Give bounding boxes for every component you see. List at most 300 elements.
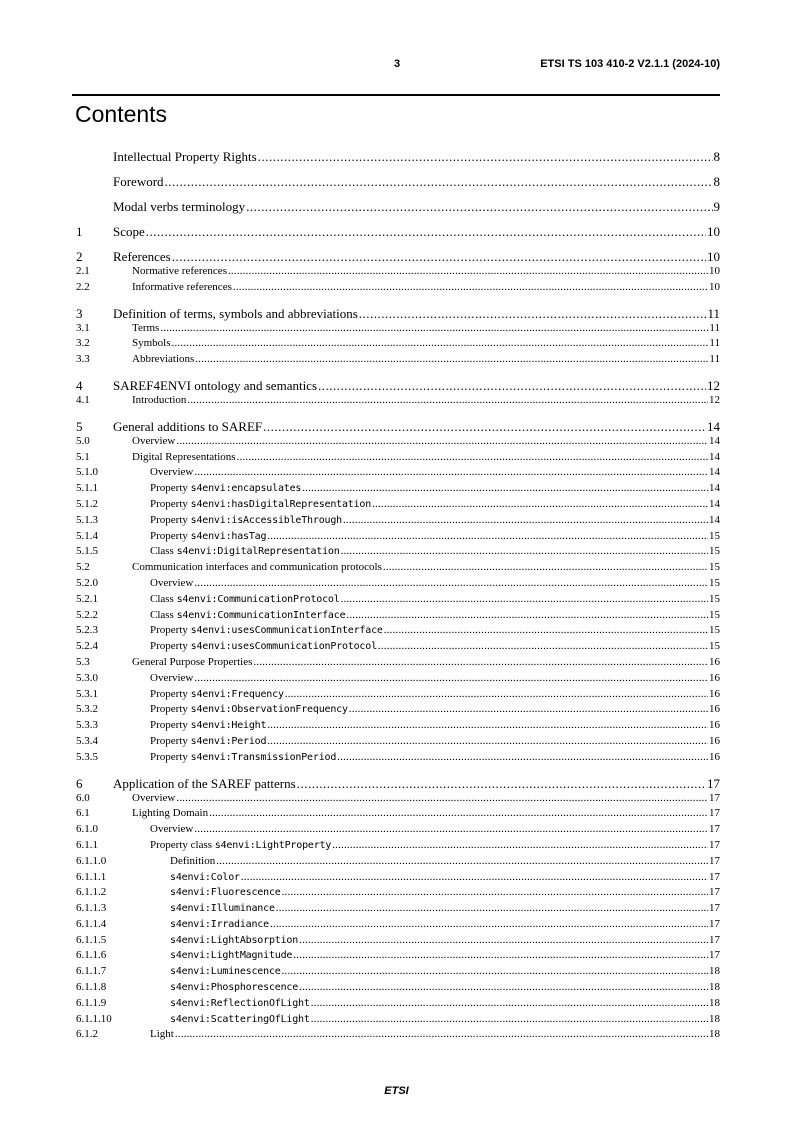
toc-entry-page: 17	[709, 807, 720, 820]
toc-entry[interactable]	[76, 839, 720, 855]
toc-entry-title-prefix: Property	[150, 750, 191, 763]
toc-entry-title: Symbols	[132, 337, 171, 350]
toc-entry-number: 5.2.0	[76, 576, 98, 589]
toc-entry-title	[170, 949, 292, 961]
toc-entry-number: 5.3.0	[76, 671, 98, 684]
toc-entry[interactable]	[76, 140, 720, 165]
toc-entry[interactable]	[76, 353, 720, 369]
toc-entry-title: Overview	[150, 671, 194, 684]
toc-entry[interactable]	[76, 593, 720, 609]
toc-entry-title: Digital Representations	[132, 450, 236, 463]
toc-dot-leader	[172, 337, 709, 349]
toc-entry[interactable]	[76, 394, 720, 410]
toc-entry-page: 16	[709, 734, 720, 747]
toc-entry-code: s4envi:Luminescence	[170, 966, 281, 978]
toc-entry[interactable]	[76, 561, 720, 577]
toc-dot-leader	[194, 466, 708, 478]
toc-entry-page: 11	[707, 305, 720, 321]
toc-entry[interactable]	[76, 918, 720, 934]
toc-entry-title: Overview	[132, 791, 176, 804]
toc-entry-number: 5.2.4	[76, 640, 98, 653]
toc-entry-page: 17	[709, 823, 720, 836]
toc-entry-title	[150, 688, 284, 700]
toc-entry-page: 10	[707, 249, 720, 264]
toc-entry[interactable]	[76, 886, 720, 902]
toc-entry-page: 18	[709, 965, 720, 978]
toc-entry-number: 6.0	[76, 791, 90, 804]
toc-entry-title: Foreword	[113, 174, 164, 189]
toc-dot-leader	[299, 934, 708, 946]
toc-entry-page: 16	[709, 703, 720, 716]
toc-entry[interactable]	[76, 823, 720, 839]
toc-entry-title	[150, 545, 340, 557]
toc-entry-number: 6.1	[76, 807, 90, 820]
toc-entry[interactable]	[76, 640, 720, 656]
contents-title: Contents	[75, 101, 168, 127]
toc-entry-title: Scope	[113, 224, 145, 239]
toc-entry-number: 3.1	[76, 321, 90, 334]
toc-dot-leader	[253, 656, 708, 668]
toc-entry[interactable]	[76, 767, 720, 792]
toc-entry-title	[150, 593, 340, 605]
toc-entry-number: 6.1.1.6	[76, 949, 107, 962]
toc-entry-page: 18	[709, 1012, 720, 1025]
toc-entry[interactable]	[76, 855, 720, 871]
toc-entry-code: s4envi:usesCommunicationInterface	[190, 625, 383, 637]
toc-entry-title-prefix: Property	[150, 640, 191, 653]
toc-entry-title: Communication interfaces and communication protocols	[132, 561, 382, 574]
toc-entry-code: s4envi:Color	[170, 871, 240, 883]
toc-entry[interactable]	[76, 997, 720, 1013]
toc-dot-leader	[299, 981, 708, 993]
toc-dot-leader	[233, 281, 708, 293]
toc-entry-page: 10	[709, 280, 720, 293]
toc-dot-leader	[349, 703, 708, 715]
toc-entry[interactable]	[76, 482, 720, 498]
toc-entry[interactable]	[76, 498, 720, 514]
toc-entry-page: 16	[709, 719, 720, 732]
toc-entry-title-prefix: Property class	[150, 838, 215, 851]
toc-entry-title	[150, 719, 266, 731]
toc-entry-page: 15	[709, 576, 720, 589]
toc-entry[interactable]	[76, 949, 720, 965]
toc-dot-leader	[372, 498, 708, 510]
toc-entry-number: 6.1.1.3	[76, 902, 107, 915]
toc-entry-number: 4.1	[76, 393, 90, 406]
toc-entry-title	[170, 934, 298, 946]
toc-entry-page: 14	[709, 482, 720, 495]
toc-entry-code: s4envi:usesCommunicationProtocol	[190, 641, 377, 653]
toc-entry-page: 10	[709, 265, 720, 277]
toc-entry-number: 5.3	[76, 655, 90, 668]
toc-entry-page: 15	[709, 608, 720, 621]
toc-dot-leader	[341, 545, 708, 557]
toc-entry-code: s4envi:LightProperty	[214, 839, 332, 851]
toc-entry[interactable]	[76, 735, 720, 751]
toc-dot-leader	[195, 353, 708, 365]
toc-entry[interactable]	[76, 545, 720, 561]
toc-entry-number: 2	[76, 249, 83, 264]
toc-entry-title	[170, 902, 275, 914]
toc-dot-leader	[341, 593, 708, 605]
toc-dot-leader	[237, 451, 708, 463]
toc-entry[interactable]	[76, 265, 720, 281]
toc-entry[interactable]	[76, 215, 720, 240]
toc-entry-title	[150, 514, 342, 526]
toc-entry-code: s4envi:LightAbsorption	[170, 934, 299, 946]
toc-entry-title	[150, 624, 383, 636]
toc-entry-number: 5.3.1	[76, 687, 98, 700]
toc-entry-title-prefix: Property	[150, 482, 191, 495]
toc-entry-page: 15	[709, 561, 720, 574]
toc-dot-leader	[258, 149, 713, 165]
toc-dot-leader	[172, 249, 706, 265]
toc-entry-number: 4	[76, 377, 83, 393]
toc-entry-title-prefix: Property	[150, 529, 191, 542]
toc-entry[interactable]	[76, 609, 720, 625]
toc-dot-leader	[384, 624, 708, 636]
toc-dot-leader	[228, 265, 708, 277]
toc-dot-leader	[187, 394, 708, 406]
toc-entry-number: 5.0	[76, 434, 90, 447]
toc-entry-number: 6.1.1.1	[76, 870, 107, 883]
toc-entry-code: s4envi:CommunicationInterface	[176, 609, 346, 621]
toc-dot-leader	[311, 997, 708, 1009]
toc-entry-number: 5.2.1	[76, 592, 98, 605]
toc-entry-title	[150, 751, 336, 763]
toc-entry-title: Overview	[150, 466, 194, 479]
toc-entry-title	[150, 640, 377, 652]
toc-entry-number: 6.1.1.0	[76, 854, 107, 867]
toc-entry-title	[150, 839, 331, 851]
header-rule	[72, 94, 720, 96]
toc-entry-number: 5.1.5	[76, 545, 98, 558]
toc-entry-page: 15	[709, 529, 720, 542]
toc-dot-leader	[346, 609, 708, 621]
toc-entry-page: 17	[709, 854, 720, 867]
toc-dot-leader	[282, 886, 708, 898]
toc-entry-number: 6.1.2	[76, 1028, 98, 1041]
toc-entry-code: s4envi:Irradiance	[170, 918, 269, 930]
toc-entry-number: 5.3.4	[76, 734, 98, 747]
toc-entry[interactable]	[76, 577, 720, 593]
toc-entry-title: Normative references	[132, 265, 227, 277]
toc-entry-number: 3.2	[76, 337, 90, 350]
toc-entry-title-prefix: Property	[150, 513, 191, 526]
toc-entry-title: Application of the SAREF patterns	[113, 775, 296, 791]
toc-entry-title: SAREF4ENVI ontology and semantics	[113, 377, 318, 393]
toc-entry-code: s4envi:ReflectionOfLight	[170, 997, 310, 1009]
toc-entry[interactable]	[76, 807, 720, 823]
toc-entry-page: 14	[709, 450, 720, 463]
toc-entry-title-prefix: Class	[150, 592, 177, 605]
toc-entry-number: 5.2	[76, 561, 90, 574]
toc-entry-number: 5.1.3	[76, 513, 98, 526]
toc-dot-leader	[267, 735, 708, 747]
toc-entry-number: 1	[76, 224, 83, 239]
toc-entry[interactable]	[76, 466, 720, 482]
toc-entry-number: 6.1.1.10	[76, 1012, 112, 1025]
toc-entry-number: 6.1.1.7	[76, 965, 107, 978]
toc-entry-title	[170, 871, 240, 883]
toc-entry-code: s4envi:ScatteringOfLight	[170, 1013, 310, 1025]
toc-entry-page: 15	[709, 545, 720, 558]
toc-entry-title: Modal verbs terminology	[113, 199, 246, 214]
toc-dot-leader	[267, 530, 708, 542]
toc-dot-leader	[194, 823, 708, 835]
toc-entry-title: Abbreviations	[132, 353, 195, 366]
toc-dot-leader	[241, 871, 708, 883]
toc-entry[interactable]	[76, 672, 720, 688]
toc-entry-number: 5.1	[76, 450, 90, 463]
toc-entry-title: Informative references	[132, 280, 232, 293]
toc-entry-page: 8	[713, 149, 720, 164]
toc-dot-leader	[194, 672, 708, 684]
toc-entry-page: 11	[709, 353, 720, 366]
toc-entry[interactable]	[76, 1013, 720, 1029]
page-number: 3	[394, 58, 401, 70]
toc-entry-number: 6.1.1.2	[76, 886, 107, 899]
toc-entry-number: 5.1.2	[76, 497, 98, 510]
toc-dot-leader	[332, 839, 708, 851]
toc-entry-number: 5.3.2	[76, 703, 98, 716]
document-id: ETSI TS 103 410-2 V2.1.1 (2024-10)	[540, 58, 720, 70]
toc-entry-code: s4envi:Phosphorescence	[170, 982, 299, 994]
toc-entry-page: 10	[707, 224, 720, 239]
toc-entry[interactable]	[76, 530, 720, 546]
toc-entry-number: 5.2.2	[76, 608, 98, 621]
toc-entry[interactable]	[76, 281, 720, 297]
toc-entry-number: 6.1.1.4	[76, 917, 107, 930]
toc-entry-page: 11	[709, 321, 720, 334]
toc-entry-page: 16	[709, 750, 720, 763]
toc-entry-title	[150, 482, 301, 494]
toc-entry-title: Lighting Domain	[132, 807, 209, 820]
toc-entry-number: 5.3.5	[76, 750, 98, 763]
toc-entry-page: 8	[713, 174, 720, 189]
toc-entry[interactable]	[76, 656, 720, 672]
toc-entry-title: General additions to SAREF	[113, 418, 263, 434]
toc-entry-page: 17	[709, 949, 720, 962]
toc-entry[interactable]	[76, 688, 720, 704]
toc-dot-leader	[194, 577, 708, 589]
toc-entry-code: s4envi:CommunicationProtocol	[176, 593, 340, 605]
toc-entry-code: s4envi:isAccessibleThrough	[190, 514, 342, 526]
toc-entry[interactable]	[76, 871, 720, 887]
toc-entry-number: 5.3.3	[76, 719, 98, 732]
toc-entry-title	[150, 530, 266, 542]
toc-entry-number: 6.1.1	[76, 838, 98, 851]
toc-entry-title	[170, 981, 298, 993]
toc-entry-page: 14	[709, 513, 720, 526]
footer-publisher: ETSI	[384, 1085, 409, 1097]
toc-dot-leader	[302, 482, 708, 494]
toc-entry-title: Definition of terms, symbols and abbreviations	[113, 305, 358, 321]
toc-entry-title	[150, 609, 345, 621]
toc-dot-leader	[263, 419, 706, 435]
toc-entry-title	[170, 997, 310, 1009]
page-header	[76, 56, 720, 72]
toc-dot-leader	[160, 322, 708, 334]
toc-dot-leader	[343, 514, 708, 526]
toc-entry-title	[170, 1013, 310, 1025]
toc-entry-code: s4envi:Fluorescence	[170, 887, 281, 899]
toc-entry-number: 2.1	[76, 265, 90, 277]
toc-entry-title: References	[113, 249, 171, 264]
toc-dot-leader	[359, 306, 707, 322]
toc-entry-code: s4envi:Frequency	[190, 688, 284, 700]
toc-entry-number: 3.3	[76, 353, 90, 366]
toc-dot-leader	[176, 435, 708, 447]
toc-entry[interactable]	[76, 792, 720, 808]
toc-entry-page: 17	[709, 933, 720, 946]
toc-entry-code: s4envi:Period	[190, 735, 267, 747]
toc-entry-code: s4envi:TransmissionPeriod	[190, 751, 337, 763]
toc-entry-page: 12	[709, 393, 720, 406]
toc-entry-number: 6.1.1.9	[76, 996, 107, 1009]
toc-entry-code: s4envi:ObservationFrequency	[190, 704, 348, 716]
toc-entry-title-prefix: Class	[150, 608, 177, 621]
toc-entry[interactable]	[76, 719, 720, 735]
toc-entry-number: 5.1.4	[76, 529, 98, 542]
toc-entry-page: 12	[707, 377, 720, 393]
toc-entry-page: 16	[709, 671, 720, 684]
toc-entry[interactable]	[76, 514, 720, 530]
toc-dot-leader	[176, 792, 708, 804]
toc-entry[interactable]	[76, 902, 720, 918]
toc-entry-title-prefix: Property	[150, 719, 191, 732]
toc-entry-page: 17	[709, 902, 720, 915]
toc-entry[interactable]	[76, 435, 720, 451]
toc-dot-leader	[318, 378, 706, 394]
toc-entry-title	[150, 735, 266, 747]
toc-entry-page: 14	[707, 418, 720, 434]
toc-entry-title-prefix: Class	[150, 545, 177, 558]
toc-entry-title: Intellectual Property Rights	[113, 149, 257, 164]
toc-entry-title-prefix: Property	[150, 497, 191, 510]
toc-entry-page: 14	[709, 434, 720, 447]
toc-entry-page: 17	[709, 886, 720, 899]
toc-dot-leader	[276, 902, 708, 914]
toc-entry-number: 6.1.0	[76, 823, 98, 836]
toc-entry-title: Overview	[150, 576, 194, 589]
toc-entry-page: 17	[709, 838, 720, 851]
toc-entry[interactable]	[76, 322, 720, 338]
toc-entry-code: s4envi:encapsulates	[190, 483, 302, 495]
toc-entry-page: 15	[709, 624, 720, 637]
toc-dot-leader	[267, 719, 708, 731]
toc-dot-leader	[209, 807, 708, 819]
toc-entry[interactable]	[76, 410, 720, 435]
toc-entry-title-prefix: Property	[150, 624, 191, 637]
toc-entry[interactable]	[76, 451, 720, 467]
toc-entry[interactable]	[76, 337, 720, 353]
toc-entry-number: 6.1.1.8	[76, 981, 107, 994]
toc-entry-title-prefix: Property	[150, 734, 191, 747]
toc-entry-title	[170, 918, 269, 930]
toc-entry[interactable]	[76, 240, 720, 265]
toc-entry[interactable]	[76, 981, 720, 997]
toc-dot-leader	[378, 640, 708, 652]
toc-entry[interactable]	[76, 703, 720, 719]
toc-entry-title: Definition	[170, 854, 216, 867]
toc-entry-number: 3	[76, 305, 83, 321]
table-of-contents	[76, 140, 720, 1044]
toc-entry-title: Overview	[132, 434, 176, 447]
toc-dot-leader	[146, 224, 706, 240]
toc-entry[interactable]	[76, 934, 720, 950]
toc-entry[interactable]	[76, 190, 720, 215]
toc-entry-page: 17	[707, 775, 720, 791]
toc-entry-number: 5.1.1	[76, 482, 98, 495]
toc-entry[interactable]	[76, 624, 720, 640]
toc-entry-number: 2.2	[76, 280, 90, 293]
toc-entry-page: 17	[709, 917, 720, 930]
toc-entry-page: 11	[709, 337, 720, 350]
toc-entry-code: s4envi:LightMagnitude	[170, 950, 293, 962]
toc-entry-title: Terms	[132, 321, 160, 334]
toc-entry-page: 16	[709, 655, 720, 668]
toc-entry-title: Introduction	[132, 393, 187, 406]
toc-entry-title: General Purpose Properties	[132, 655, 253, 668]
toc-entry-page: 14	[709, 497, 720, 510]
toc-entry[interactable]	[76, 369, 720, 394]
toc-entry[interactable]	[76, 165, 720, 190]
toc-dot-leader	[297, 776, 706, 792]
toc-dot-leader	[337, 751, 708, 763]
toc-entry-code: s4envi:hasTag	[190, 530, 267, 542]
toc-entry-page: 16	[709, 687, 720, 700]
toc-entry-page: 18	[709, 996, 720, 1009]
toc-entry-title	[150, 703, 348, 715]
toc-entry[interactable]	[76, 751, 720, 767]
toc-entry-number: 5	[76, 418, 83, 434]
toc-entry-title: Overview	[150, 823, 194, 836]
toc-entry-title: Light	[150, 1028, 174, 1041]
toc-entry-page: 17	[709, 870, 720, 883]
toc-dot-leader	[293, 949, 708, 961]
toc-entry-title	[170, 965, 281, 977]
toc-entry-code: s4envi:Height	[190, 720, 267, 732]
toc-dot-leader	[216, 855, 708, 867]
toc-entry-title	[150, 498, 371, 510]
toc-dot-leader	[270, 918, 708, 930]
toc-entry[interactable]	[76, 297, 720, 322]
toc-dot-leader	[165, 174, 713, 190]
toc-entry-number: 5.2.3	[76, 624, 98, 637]
toc-entry-page: 14	[709, 466, 720, 479]
toc-entry-number: 6.1.1.5	[76, 933, 107, 946]
toc-entry-title-prefix: Property	[150, 687, 191, 700]
toc-entry-number: 6	[76, 775, 83, 791]
toc-dot-leader	[246, 199, 712, 215]
toc-entry-code: s4envi:Illuminance	[170, 903, 275, 915]
toc-entry[interactable]	[76, 1028, 720, 1044]
toc-entry-title	[170, 886, 281, 898]
toc-entry-page: 18	[709, 1028, 720, 1041]
toc-entry-page: 15	[709, 592, 720, 605]
toc-entry-code: s4envi:hasDigitalRepresentation	[190, 498, 372, 510]
toc-entry-page: 15	[709, 640, 720, 653]
toc-entry-page: 18	[709, 981, 720, 994]
toc-entry-title-prefix: Property	[150, 703, 191, 716]
toc-entry-page: 9	[713, 199, 720, 214]
toc-dot-leader	[282, 965, 708, 977]
toc-entry-number: 5.1.0	[76, 466, 98, 479]
toc-entry[interactable]	[76, 965, 720, 981]
toc-dot-leader	[311, 1013, 708, 1025]
toc-dot-leader	[383, 561, 708, 573]
